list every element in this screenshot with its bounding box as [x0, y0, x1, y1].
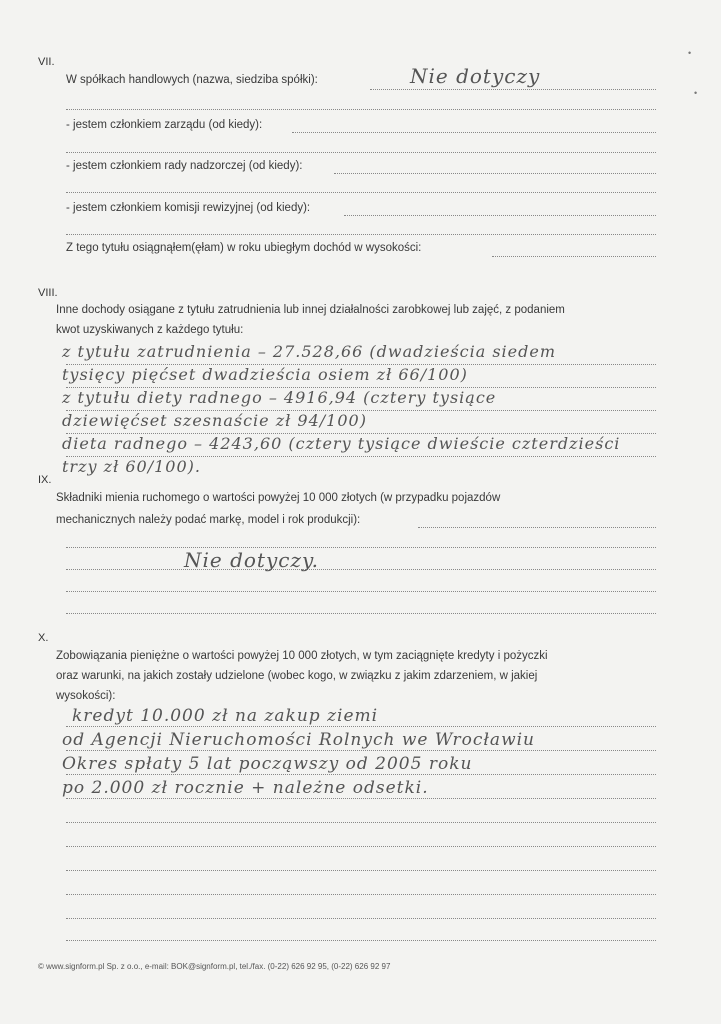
- blank-line: [66, 726, 656, 727]
- section-8-text-2: kwot uzyskiwanych z każdego tytułu:: [56, 324, 244, 336]
- income-line: [492, 256, 656, 257]
- companies-handwritten: Nie dotyczy: [410, 64, 541, 88]
- income-label: Z tego tytułu osiągnąłem(ęłam) w roku ubiegłym dochód w wysokości:: [66, 242, 422, 254]
- blank-line: [66, 870, 656, 871]
- blank-line: [66, 822, 656, 823]
- income-handwritten-line: z tytułu zatrudnienia – 27.528,66 (dwadzieścia siedem: [62, 342, 556, 361]
- section-9-number: IX.: [38, 474, 52, 486]
- blank-line: [66, 591, 656, 592]
- blank-line: [66, 798, 656, 799]
- assets-handwritten: Nie dotyczy.: [184, 548, 320, 572]
- section-7-number: VII.: [38, 56, 55, 68]
- section-10-number: X.: [38, 632, 49, 644]
- section-10-text-3: wysokości):: [56, 690, 116, 702]
- blank-line: [66, 569, 656, 570]
- blank-line: [66, 547, 656, 548]
- section-9-text-2: mechanicznych należy podać markę, model i rok produkcji):: [56, 514, 361, 526]
- income-handwritten-line: z tytułu diety radnego – 4916,94 (cztery tysiące: [62, 388, 497, 407]
- blank-line: [66, 613, 656, 614]
- income-handwritten-line: dieta radnego – 4243,60 (cztery tysiące dwieście czterdzieści: [62, 434, 621, 453]
- income-handwritten-line: dziewięćset szesnaście zł 94/100): [62, 411, 367, 430]
- liabilities-handwritten-line: Okres spłaty 5 lat począwszy od 2005 roku: [62, 754, 473, 774]
- section-8-number: VIII.: [38, 287, 58, 299]
- blank-line: [66, 918, 656, 919]
- board-label: - jestem członkiem zarządu (od kiedy):: [66, 119, 263, 131]
- companies-label: W spółkach handlowych (nazwa, siedziba spółki):: [66, 74, 318, 86]
- blank-line: [66, 234, 656, 235]
- scan-mark: •: [694, 88, 698, 98]
- blank-line: [66, 774, 656, 775]
- supervisory-label: - jestem członkiem rady nadzorczej (od kiedy):: [66, 160, 303, 172]
- income-handwritten-line: trzy zł 60/100).: [62, 457, 201, 476]
- section-10-text-1: Zobowiązania pieniężne o wartości powyżej 10 000 złotych, w tym zaciągnięte kredyty i pożyczki: [56, 650, 548, 662]
- blank-line: [66, 152, 656, 153]
- footer: © www.signform.pl Sp. z o.o., e-mail: BOK@signform.pl, tel./fax. (0-22) 626 92 95, (0-22) 626 92 97: [38, 962, 391, 971]
- section-8-text-1: Inne dochody osiągane z tytułu zatrudnienia lub innej działalności zarobkowej lub zajęć, z podaniem: [56, 304, 565, 316]
- board-line: [292, 132, 656, 133]
- income-handwritten-line: tysięcy pięćset dwadzieścia osiem zł 66/100): [62, 365, 468, 384]
- audit-label: - jestem członkiem komisji rewizyjnej (od kiedy):: [66, 202, 311, 214]
- blank-line: [66, 750, 656, 751]
- companies-line: [370, 89, 656, 90]
- scan-mark: •: [688, 48, 692, 58]
- blank-line: [66, 192, 656, 193]
- assets-line: [418, 527, 656, 528]
- blank-line: [66, 846, 656, 847]
- liabilities-handwritten-line: po 2.000 zł rocznie + należne odsetki.: [62, 778, 429, 798]
- liabilities-handwritten-line: kredyt 10.000 zł na zakup ziemi: [72, 706, 379, 726]
- blank-line: [66, 940, 656, 941]
- blank-line: [66, 109, 656, 110]
- section-9-text-1: Składniki mienia ruchomego o wartości powyżej 10 000 złotych (w przypadku pojazdów: [56, 492, 501, 504]
- blank-line: [66, 894, 656, 895]
- liabilities-handwritten-line: od Agencji Nieruchomości Rolnych we Wrocławiu: [62, 730, 536, 750]
- supervisory-line: [334, 173, 656, 174]
- section-10-text-2: oraz warunki, na jakich zostały udzielone (wobec kogo, w związku z jakim zdarzeniem, w jakiej: [56, 670, 538, 682]
- audit-line: [344, 215, 656, 216]
